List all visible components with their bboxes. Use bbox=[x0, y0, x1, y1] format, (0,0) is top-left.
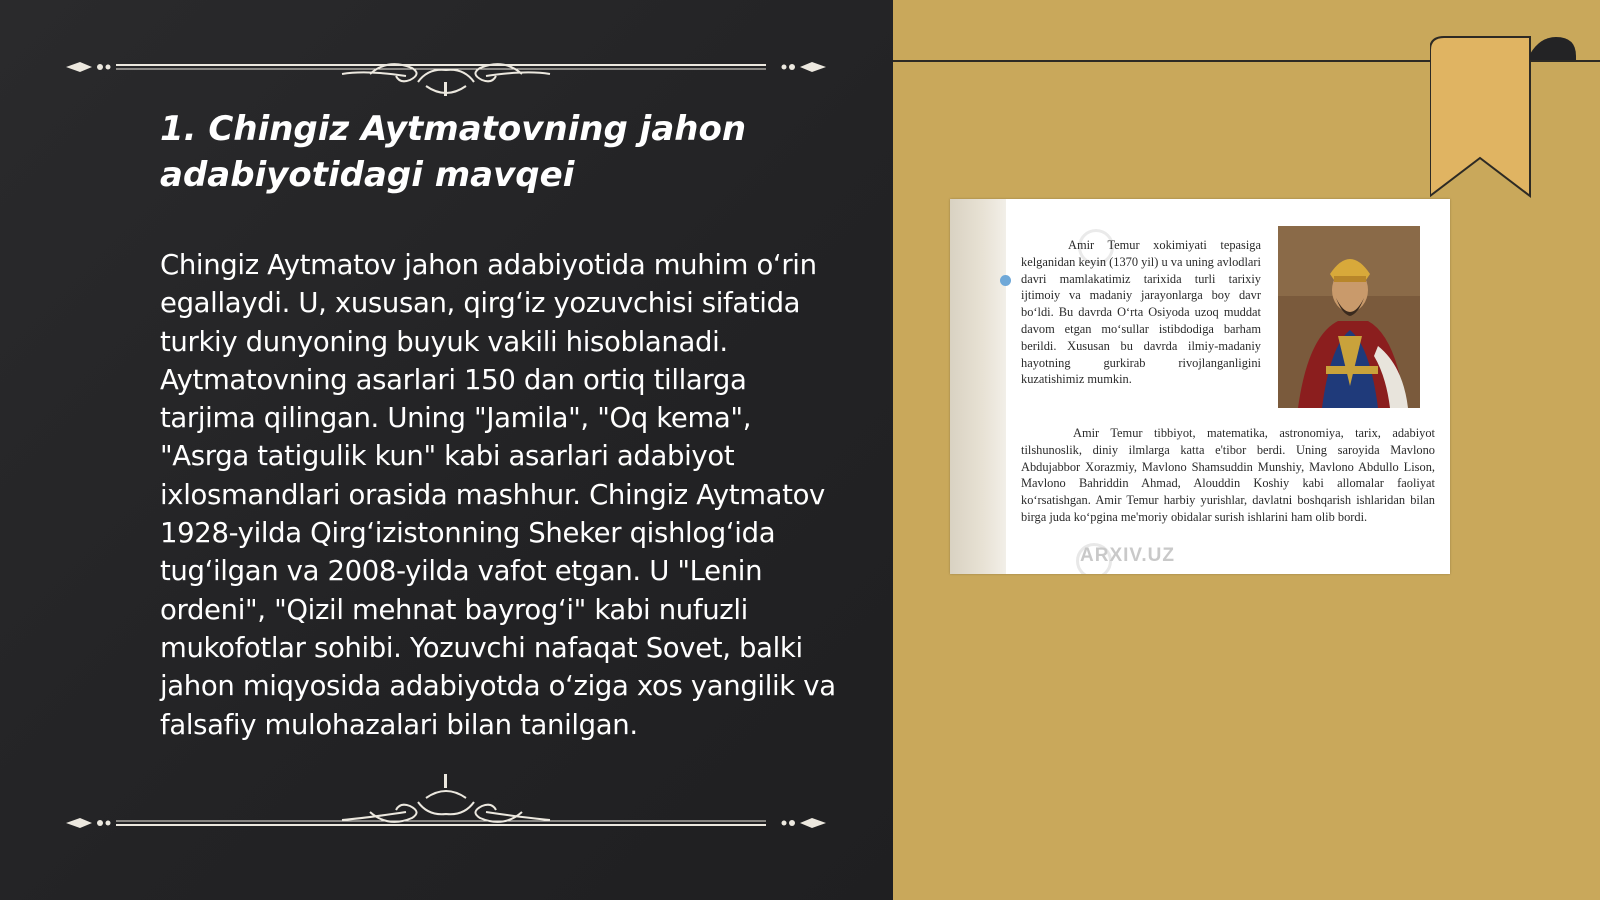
textbook-page-image bbox=[950, 199, 1450, 574]
spine-dot bbox=[1000, 275, 1011, 286]
amir-temur-portrait bbox=[1278, 226, 1420, 408]
slide-body-text: Chingiz Aytmatov jahon adabiyotida muhim o‘rin egallaydi. U, xususan, qirg‘iz yozuvchisi sifatida turkiy dunyoning buyuk vakili hisoblanadi. Aytmatovning asarlari 150 dan ortiq tillarga tarjima qilingan. Uning "Jamila", "Oq kema", "Asrga tatigulik kun" kabi asarlari adabiyot ixlosmandlari orasida mashhur. Chingiz Aytmatov 1928-yilda Qirg‘izistonning Sheker qishlog‘ida tug‘ilgan va 2008-yilda vafot etgan. U "Lenin ordeni", "Qizil mehnat bayrog‘i" kabi nufuzli mukofotlar sohibi. Yozuvchi nafaqat Sovet, balki jahon miqyosida adabiyotda o‘ziga xos yangilik va falsafiy mulohazalari bilan tanilgan. bbox=[160, 249, 836, 741]
book-spine bbox=[950, 199, 1006, 574]
slide-title: 1. Chingiz Aytmatovning jahon adabiyotidagi mavqei bbox=[160, 109, 747, 195]
bottom-ornament-divider bbox=[66, 772, 826, 832]
ribbon-bookmark-icon bbox=[1430, 30, 1600, 200]
book-paragraph-1: Amir Temur xokimiyati tepasiga kelganidan keyin (1370 yil) u va uning avlodlari davri mamlakatimiz tarixida turli tarixiy ijtimoiy va madaniy jarayonlarga boy davr bo‘ldi. Bu davrda O‘rta Osiyoda uzoq muddat davom etgan mo‘sullar istibdodiga barham berildi. Xususan bu davrda ilmiy-madaniy hayotning gurkirab rivojlanganligini kuzatishimiz mumkin. bbox=[1021, 238, 1261, 387]
watermark-text: ARXIV.UZ bbox=[1080, 545, 1175, 566]
top-ornament-divider bbox=[66, 38, 826, 98]
book-paragraph-2: Amir Temur tibbiyot, matematika, astronomiya, tarix, adabiyot tilshunoslik, diniy ilmlarga katta e'tibor berdi. Uning saroyida Mavlono Abdujabbor Xorazmiy, Mavlono Shamsuddin Munshiy, Mavlono Abdullo Lison, Mavlono Bahriddin Ahmad, Alouddin Koshiy kabi allomalar faoliyat ko‘rsatishgan. Amir Temur harbiy yurishlar, davlatni boshqarish ishlaridan bilan birga juda ko‘pgina me'moriy obidalar surish ishlarini ham olib bordi. bbox=[1021, 426, 1435, 524]
